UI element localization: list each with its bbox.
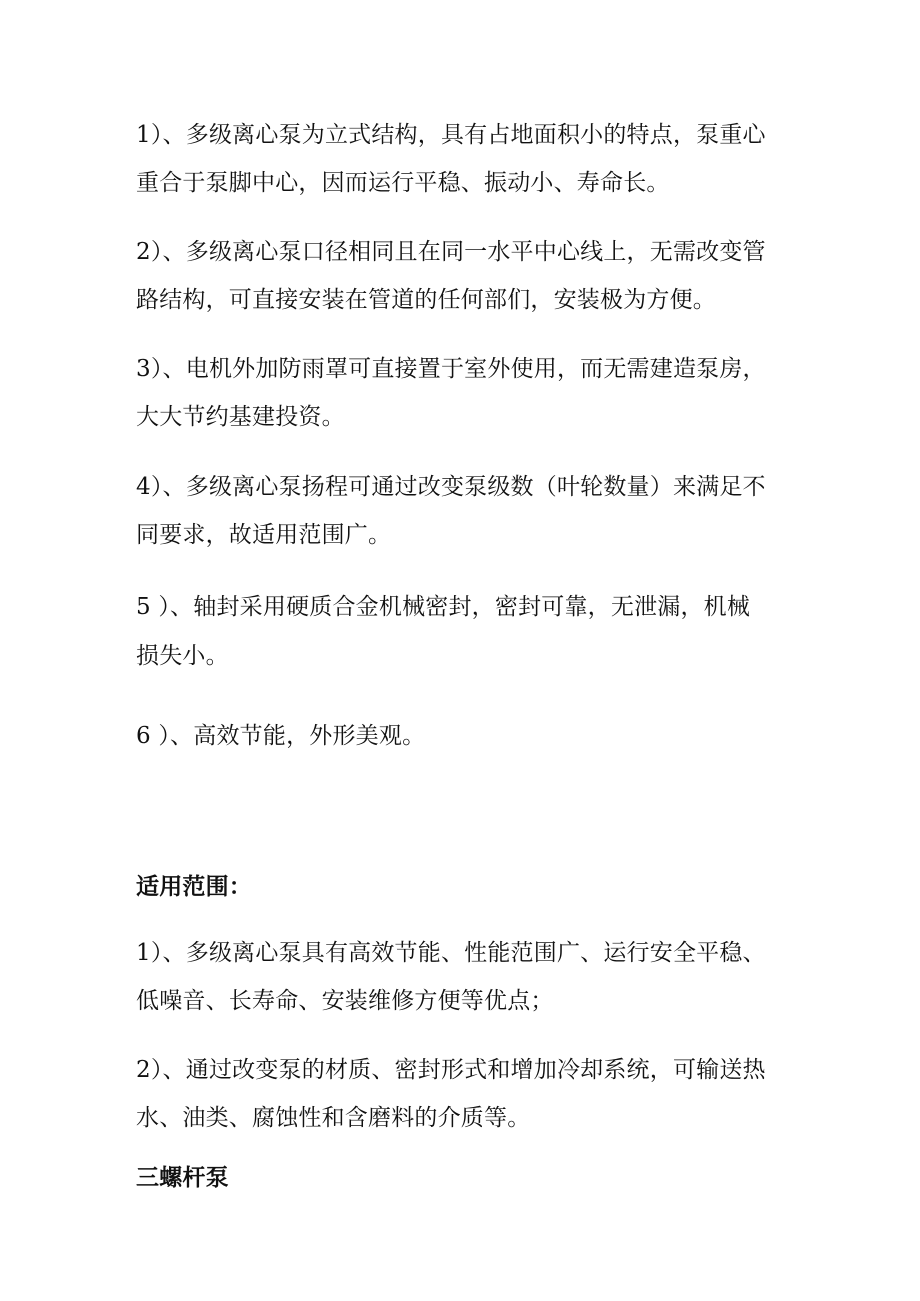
- feature-2-number: 2: [136, 239, 151, 265]
- feature-1-number: 1: [136, 122, 151, 148]
- feature-2-line-2: 路结构，可直接安装在管道的任何部们，安装极为方便。: [136, 287, 716, 313]
- feature-6-text: 高效节能，外形美观。: [193, 723, 426, 749]
- feature-5-line-2: 损失小。: [136, 643, 229, 669]
- scope-heading: 适用范围：: [136, 874, 252, 900]
- feature-3-line-2: 大大节约基建投资。: [136, 404, 345, 430]
- feature-5-line-1: [136, 592, 786, 622]
- feature-4-line-1: [136, 472, 786, 502]
- feature-4-separator: ）、: [150, 474, 186, 500]
- scope-item-1-number: 1: [136, 940, 151, 966]
- feature-1-separator: ）、: [150, 122, 186, 148]
- feature-3-separator: ）、: [150, 356, 186, 382]
- feature-6-number: 6: [136, 723, 151, 749]
- scope-item-2-line-1: [136, 1055, 786, 1085]
- scope-item-2-number: 2: [136, 1057, 151, 1083]
- section-heading-three-screw-pump: 三螺杆泵: [136, 1165, 229, 1191]
- feature-5-text: 轴封采用硬质合金机械密封，密封可靠，无泄漏，机械: [193, 594, 751, 620]
- feature-2-line-1: [136, 237, 786, 267]
- feature-2-separator: ）、: [150, 239, 186, 265]
- scope-item-1-line-2: 低噪音、长寿命、安装维修方便等优点；: [136, 988, 554, 1014]
- scope-item-2-line-2: 水、油类、腐蚀性和含磨料的介质等。: [136, 1105, 531, 1131]
- feature-4-text: 多级离心泵扬程可通过改变泵级数（叶轮数量）来满足不: [185, 474, 766, 500]
- feature-4-line-2: 同要求，故适用范围广。: [136, 522, 392, 548]
- feature-5-separator: ）、: [150, 594, 194, 620]
- feature-1-line-2: 重合于泵脚中心，因而运行平稳、振动小、寿命长。: [136, 170, 670, 196]
- scope-item-1-separator: ）、: [150, 940, 186, 966]
- feature-1-line-1: [136, 120, 786, 150]
- scope-item-2-text: 通过改变泵的材质、密封形式和增加冷却系统，可输送热: [185, 1057, 766, 1083]
- feature-1-text: 多级离心泵为立式结构，具有占地面积小的特点，泵重心: [185, 122, 766, 148]
- feature-3-number: 3: [136, 356, 151, 382]
- feature-4-number: 4: [136, 474, 151, 500]
- feature-6-separator: ）、: [150, 723, 194, 749]
- scope-item-1-text: 多级离心泵具有高效节能、性能范围广、运行安全平稳、: [185, 940, 766, 966]
- scope-item-1-line-1: [136, 938, 786, 968]
- feature-2-text: 多级离心泵口径相同且在同一水平中心线上，无需改变管: [185, 239, 766, 265]
- feature-3-text: 电机外加防雨罩可直接置于室外使用，而无需建造泵房，: [185, 356, 766, 382]
- feature-5-number: 5: [136, 594, 151, 620]
- scope-item-2-separator: ）、: [150, 1057, 186, 1083]
- feature-6-line-1: [136, 721, 786, 751]
- feature-3-line-1: [136, 354, 786, 384]
